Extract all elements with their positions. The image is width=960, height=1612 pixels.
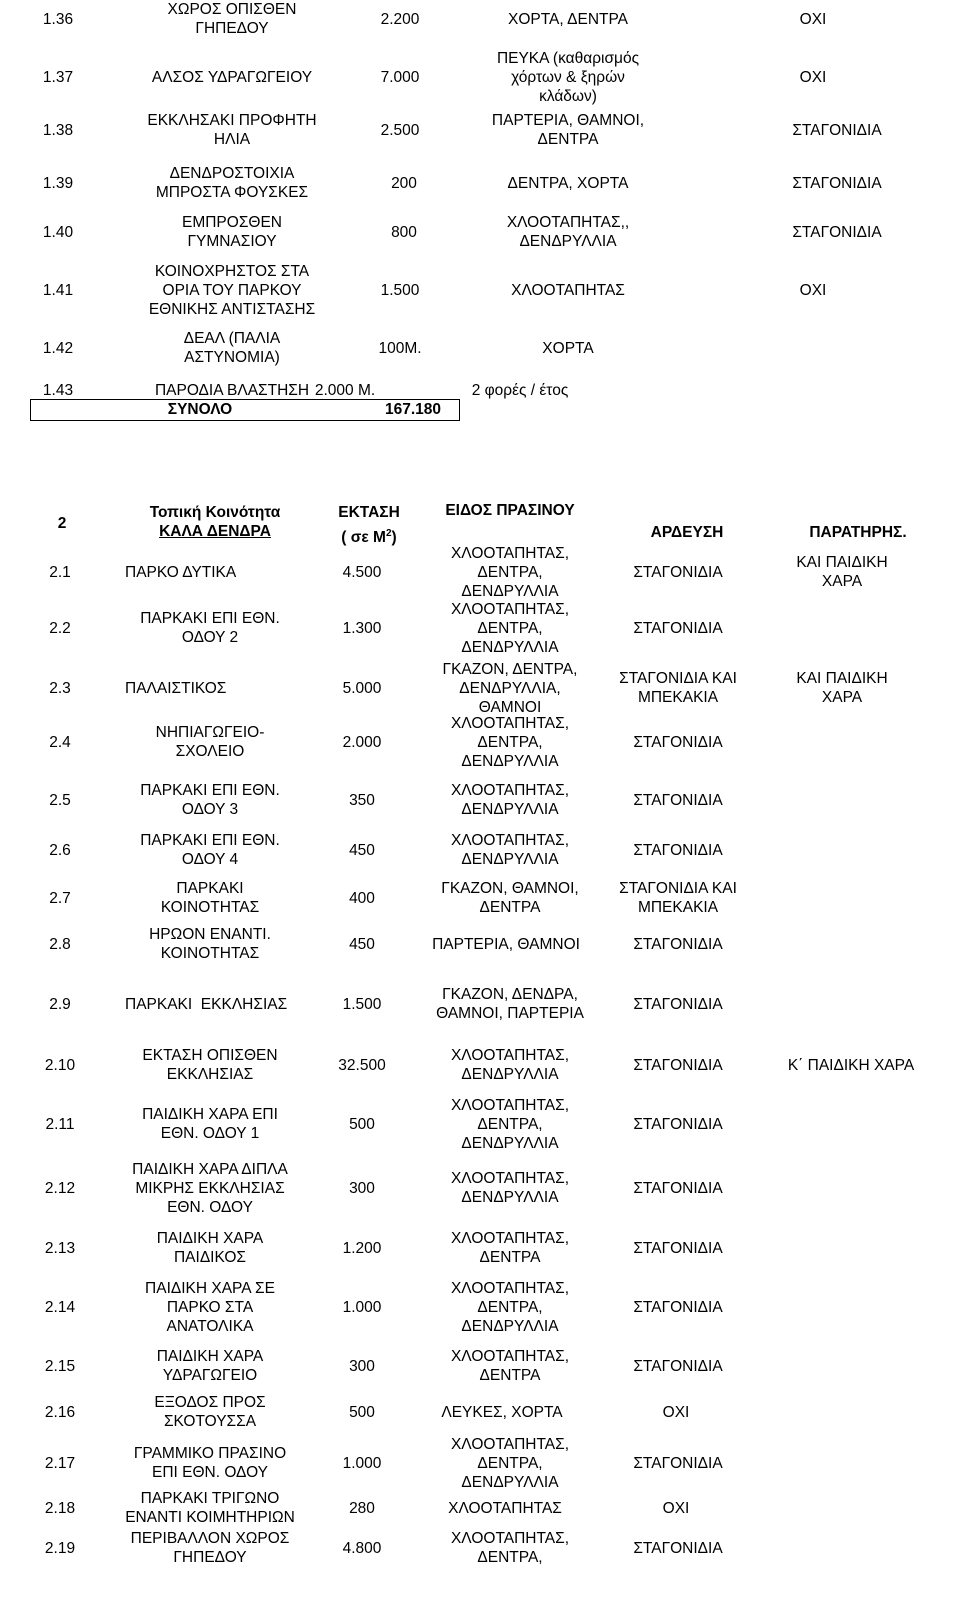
place-name: ΧΩΡΟΣ ΟΠΙΣΘΕΝ ΓΗΠΕΔΟΥ bbox=[167, 1, 297, 37]
row-id: 2.17 bbox=[44, 1454, 76, 1472]
header-green-type: ΕΙΔΟΣ ΠΡΑΣΙΝΟΥ bbox=[445, 501, 575, 519]
green-type: ΧΛΟΟΤΑΠΗΤΑΣ, ΔΕΝΤΡΑ, bbox=[450, 1530, 570, 1566]
area-value: 800 bbox=[391, 223, 417, 241]
area-value: 2.200 bbox=[380, 10, 420, 28]
row-id: 2.12 bbox=[44, 1179, 76, 1197]
place-name: ΠΑΡΚΑΚΙ ΚΟΙΝΟΤΗΤΑΣ bbox=[160, 880, 260, 916]
header-area-units bbox=[341, 524, 396, 547]
row-id: 2.14 bbox=[44, 1298, 76, 1316]
green-type: ΓΚΑΖΟΝ, ΔΕΝΤΡΑ, ΔΕΝΔΡΥΛΛΙΑ, ΘΑΜΝΟΙ bbox=[442, 660, 578, 716]
total-rule-top bbox=[30, 399, 460, 400]
green-type: 2 φορές / έτος bbox=[471, 381, 569, 399]
watering-value: ΣΤΑΓΟΝΙΔΙΑ bbox=[633, 1298, 723, 1316]
green-type: ΧΛΟΟΤΑΠΗΤΑΣ, ΔΕΝΤΡΑ bbox=[450, 1230, 570, 1266]
row-id: 2.8 bbox=[49, 935, 71, 953]
watering-value: ΣΤΑΓΟΝΙΔΙΑ bbox=[792, 121, 882, 139]
watering-value: ΣΤΑΓΟΝΙΔΙΑ ΚΑΙ ΜΠΕΚΑΚΙΑ bbox=[619, 670, 737, 706]
watering-value: ΟΧΙ bbox=[799, 10, 827, 28]
area-value: 1.300 bbox=[342, 619, 382, 637]
place-name: ΠΕΡΙΒΑΛΛΟΝ ΧΩΡΟΣ ΓΗΠΕΔΟΥ bbox=[130, 1530, 290, 1566]
area-value: 300 bbox=[349, 1357, 375, 1375]
green-type: ΧΟΡΤΑ, ΔΕΝΤΡΑ bbox=[507, 10, 629, 28]
row-id: 2.9 bbox=[49, 995, 71, 1013]
row-id: 2.18 bbox=[44, 1499, 76, 1517]
place-name: ΠΑΛΑΙΣΤΙΚΟΣ bbox=[125, 679, 227, 697]
place-name: ΠΑΡΚΟ ΔΥΤΙΚΑ bbox=[125, 563, 237, 581]
row-id: 1.38 bbox=[42, 121, 74, 139]
total-rule-right bbox=[459, 399, 460, 420]
area-value: 450 bbox=[349, 841, 375, 859]
area-value: 200 bbox=[391, 174, 417, 192]
place-name: ΠΑΙΔΙΚΗ ΧΑΡΑ ΥΔΡΑΓΩΓΕΙΟ bbox=[156, 1348, 264, 1384]
watering-value: ΣΤΑΓΟΝΙΔΙΑ bbox=[633, 1056, 723, 1074]
row-id: 2.1 bbox=[49, 563, 71, 581]
row-id: 1.42 bbox=[42, 339, 74, 357]
place-name: ΓΡΑΜΜΙΚΟ ΠΡΑΣΙΝΟ ΕΠΙ ΕΘΝ. ΟΔΟΥ bbox=[133, 1445, 287, 1481]
green-type: ΧΛΟΟΤΑΠΗΤΑΣ,, ΔΕΝΔΡΥΛΛΙΑ bbox=[506, 214, 630, 250]
green-type: ΧΛΟΟΤΑΠΗΤΑΣ, ΔΕΝΤΡΑ, ΔΕΝΔΡΥΛΛΙΑ bbox=[450, 544, 570, 600]
area-value: 280 bbox=[349, 1499, 375, 1517]
place-name: ΠΑΡΚΑΚΙ ΕΠΙ ΕΘΝ. ΟΔΟΥ 2 bbox=[140, 610, 280, 646]
header-notes: ΠΑΡΑΤΗΡΗΣ. bbox=[809, 523, 907, 541]
header-watering: ΑΡΔΕΥΣΗ bbox=[650, 523, 724, 541]
place-name: ΝΗΠΙΑΓΩΓΕΙΟ- ΣΧΟΛΕΙΟ bbox=[155, 724, 265, 760]
place-name: ΕΚΤΑΣΗ ΟΠΙΣΘΕΝ ΕΚΚΛΗΣΙΑΣ bbox=[142, 1047, 278, 1083]
area-value: 400 bbox=[349, 889, 375, 907]
header-area-superscript: 2 bbox=[385, 527, 392, 539]
row-id: 1.40 bbox=[42, 223, 74, 241]
place-name: ΠΑΙΔΙΚΗ ΧΑΡΑ ΕΠΙ ΕΘΝ. ΟΔΟΥ 1 bbox=[142, 1106, 278, 1142]
total-rule-left bbox=[30, 399, 31, 420]
green-type: ΓΚΑΖΟΝ, ΘΑΜΝΟΙ, ΔΕΝΤΡΑ bbox=[441, 880, 579, 916]
place-name: ΠΑΙΔΙΚΗ ΧΑΡΑ ΣΕ ΠΑΡΚΟ ΣΤΑ ΑΝΑΤΟΛΙΚΑ bbox=[145, 1279, 275, 1335]
place-name: ΔΕΝΔΡΟΣΤΟΙΧΙΑ ΜΠΡΟΣΤΑ ΦΟΥΣΚΕΣ bbox=[155, 165, 309, 201]
place-name: ΑΛΣΟΣ ΥΔΡΑΓΩΓΕΙΟΥ bbox=[151, 68, 313, 86]
green-type: ΧΟΡΤΑ bbox=[542, 339, 594, 357]
area-value: 1.200 bbox=[342, 1239, 382, 1257]
watering-value: ΣΤΑΓΟΝΙΔΙΑ bbox=[633, 841, 723, 859]
green-type: ΧΛΟΟΤΑΠΗΤΑΣ, ΔΕΝΤΡΑ, ΔΕΝΔΡΥΛΛΙΑ bbox=[450, 1279, 570, 1335]
watering-value: ΟΧΙ bbox=[662, 1499, 690, 1517]
green-type: ΧΛΟΟΤΑΠΗΤΑΣ bbox=[511, 281, 625, 299]
watering-value: ΟΧΙ bbox=[799, 68, 827, 86]
green-type: ΠΑΡΤΕΡΙΑ, ΘΑΜΝΟΙ, ΔΕΝΤΡΑ bbox=[491, 112, 645, 148]
place-name: ΠΑΙΔΙΚΗ ΧΑΡΑ ΔΙΠΛΑ ΜΙΚΡΗΣ ΕΚΚΛΗΣΙΑΣ ΕΘΝ. ΟΔΟΥ bbox=[132, 1160, 288, 1216]
green-type: ΧΛΟΟΤΑΠΗΤΑΣ, ΔΕΝΤΡΑ, ΔΕΝΔΡΥΛΛΙΑ bbox=[450, 600, 570, 656]
place-name: ΠΑΙΔΙΚΗ ΧΑΡΑ ΠΑΙΔΙΚΟΣ bbox=[156, 1230, 264, 1266]
place-name: ΕΞΟΔΟΣ ΠΡΟΣ ΣΚΟΤΟΥΣΣΑ bbox=[154, 1394, 266, 1430]
area-value: 500 bbox=[349, 1403, 375, 1421]
green-type: ΧΛΟΟΤΑΠΗΤΑΣ, ΔΕΝΤΡΑ bbox=[450, 1348, 570, 1384]
area-value: 32.500 bbox=[338, 1056, 386, 1074]
header-area-close: ) bbox=[391, 528, 397, 546]
green-type: ΧΛΟΟΤΑΠΗΤΑΣ, ΔΕΝΤΡΑ, ΔΕΝΔΡΥΛΛΙΑ bbox=[450, 1435, 570, 1491]
place-name: ΠΑΡΚΑΚΙ ΕΠΙ ΕΘΝ. ΟΔΟΥ 4 bbox=[140, 832, 280, 868]
row-id: 2.5 bbox=[49, 791, 71, 809]
green-type: ΧΛΟΟΤΑΠΗΤΑΣ, ΔΕΝΤΡΑ, ΔΕΝΔΡΥΛΛΙΑ bbox=[450, 714, 570, 770]
header-community: Τοπική Κοινότητα bbox=[149, 503, 281, 521]
watering-value: ΟΧΙ bbox=[662, 1403, 690, 1421]
row-id: 2.10 bbox=[44, 1056, 76, 1074]
row-id: 1.41 bbox=[42, 281, 74, 299]
watering-value: ΣΤΑΓΟΝΙΔΙΑ bbox=[633, 935, 723, 953]
area-value: 350 bbox=[349, 791, 375, 809]
green-type: ΧΛΟΟΤΑΠΗΤΑΣ, ΔΕΝΔΡΥΛΛΙΑ bbox=[450, 1170, 570, 1206]
watering-value: ΣΤΑΓΟΝΙΔΙΑ bbox=[792, 223, 882, 241]
place-name: ΠΑΡΟΔΙΑ ΒΛΑΣΤΗΣΗ bbox=[154, 381, 310, 399]
watering-value: ΣΤΑΓΟΝΙΔΙΑ ΚΑΙ ΜΠΕΚΑΚΙΑ bbox=[619, 880, 737, 916]
watering-value: ΣΤΑΓΟΝΙΔΙΑ bbox=[633, 1454, 723, 1472]
row-id: 1.39 bbox=[42, 174, 74, 192]
notes-value: ΚΑΙ ΠΑΙΔΙΚΗ ΧΑΡΑ bbox=[796, 554, 888, 590]
place-name: ΕΚΚΛΗΣΑΚΙ ΠΡΟΦΗΤΗ ΗΛΙΑ bbox=[147, 112, 317, 148]
place-name: ΠΑΡΚΑΚΙ ΕΚΚΛΗΣΙΑΣ bbox=[125, 995, 288, 1013]
watering-value: ΣΤΑΓΟΝΙΔΙΑ bbox=[633, 1179, 723, 1197]
row-id: 1.43 bbox=[42, 381, 74, 399]
area-value: 4.500 bbox=[342, 563, 382, 581]
total-label: ΣΥΝΟΛΟ bbox=[167, 400, 233, 418]
section-number: 2 bbox=[57, 514, 67, 532]
area-value: 2.000 bbox=[342, 733, 382, 751]
row-id: 2.2 bbox=[49, 619, 71, 637]
row-id: 2.13 bbox=[44, 1239, 76, 1257]
watering-value: ΣΤΑΓΟΝΙΔΙΑ bbox=[633, 791, 723, 809]
notes-value: Κ΄ ΠΑΙΔΙΚΗ ΧΑΡΑ bbox=[787, 1056, 915, 1074]
row-id: 2.19 bbox=[44, 1539, 76, 1557]
area-value: 2.500 bbox=[380, 121, 420, 139]
row-id: 1.37 bbox=[42, 68, 74, 86]
watering-value: ΣΤΑΓΟΝΙΔΙΑ bbox=[792, 174, 882, 192]
watering-value: ΣΤΑΓΟΝΙΔΙΑ bbox=[633, 1357, 723, 1375]
place-name: ΚΟΙΝΟΧΡΗΣΤΟΣ ΣΤΑ ΟΡΙΑ ΤΟΥ ΠΑΡΚΟΥ ΕΘΝΙΚΗΣ ΑΝΤΙΣΤΑΣΗΣ bbox=[148, 262, 316, 318]
row-id: 2.16 bbox=[44, 1403, 76, 1421]
green-type: ΛΕΥΚΕΣ, ΧΟΡΤΑ bbox=[441, 1403, 563, 1421]
row-id: 2.11 bbox=[45, 1115, 75, 1133]
area-value: 100Μ. bbox=[378, 339, 422, 357]
area-value: 2.000 Μ. bbox=[314, 381, 376, 399]
green-type: ΔΕΝΤΡΑ, ΧΟΡΤΑ bbox=[507, 174, 629, 192]
green-type: ΧΛΟΟΤΑΠΗΤΑΣ, ΔΕΝΔΡΥΛΛΙΑ bbox=[450, 782, 570, 818]
area-value: 1.000 bbox=[342, 1454, 382, 1472]
row-id: 2.15 bbox=[44, 1357, 76, 1375]
watering-value: ΣΤΑΓΟΝΙΔΙΑ bbox=[633, 619, 723, 637]
area-value: 1.500 bbox=[380, 281, 420, 299]
area-value: 7.000 bbox=[380, 68, 420, 86]
green-type: ΠΕΥΚΑ (καθαρισμός χόρτων & ξηρών κλάδων) bbox=[496, 49, 640, 105]
green-type: ΧΛΟΟΤΑΠΗΤΑΣ bbox=[448, 1499, 562, 1517]
watering-value: ΣΤΑΓΟΝΙΔΙΑ bbox=[633, 733, 723, 751]
header-area: ΕΚΤΑΣΗ bbox=[338, 503, 400, 521]
green-type: ΧΛΟΟΤΑΠΗΤΑΣ, ΔΕΝΔΡΥΛΛΙΑ bbox=[450, 832, 570, 868]
area-value: 1.000 bbox=[342, 1298, 382, 1316]
place-name: ΠΑΡΚΑΚΙ ΤΡΙΓΩΝΟ ΕΝΑΝΤΙ ΚΟΙΜΗΤΗΡΙΩΝ bbox=[125, 1490, 295, 1526]
header-area-units-text: ( σε Μ bbox=[341, 528, 386, 546]
green-type: ΧΛΟΟΤΑΠΗΤΑΣ, ΔΕΝΔΡΥΛΛΙΑ bbox=[450, 1047, 570, 1083]
watering-value: ΟΧΙ bbox=[799, 281, 827, 299]
place-name: ΗΡΩΟΝ ΕΝΑΝΤΙ. ΚΟΙΝΟΤΗΤΑΣ bbox=[149, 926, 271, 962]
watering-value: ΣΤΑΓΟΝΙΔΙΑ bbox=[633, 1115, 723, 1133]
header-community-name: ΚΑΛΑ ΔΕΝΔΡΑ bbox=[159, 522, 271, 540]
place-name: ΕΜΠΡΟΣΘΕΝ ΓΥΜΝΑΣΙΟΥ bbox=[181, 214, 283, 250]
row-id: 1.36 bbox=[42, 10, 74, 28]
area-value: 1.500 bbox=[342, 995, 382, 1013]
row-id: 2.7 bbox=[49, 889, 71, 907]
watering-value: ΣΤΑΓΟΝΙΔΙΑ bbox=[633, 1239, 723, 1257]
watering-value: ΣΤΑΓΟΝΙΔΙΑ bbox=[633, 563, 723, 581]
area-value: 4.800 bbox=[342, 1539, 382, 1557]
green-type: ΓΚΑΖΟΝ, ΔΕΝΔΡΑ, ΘΑΜΝΟΙ, ΠΑΡΤΕΡΙΑ bbox=[436, 986, 584, 1022]
watering-value: ΣΤΑΓΟΝΙΔΙΑ bbox=[633, 995, 723, 1013]
area-value: 500 bbox=[349, 1115, 375, 1133]
total-rule-bottom bbox=[30, 420, 460, 421]
area-value: 300 bbox=[349, 1179, 375, 1197]
watering-value: ΣΤΑΓΟΝΙΔΙΑ bbox=[633, 1539, 723, 1557]
row-id: 2.4 bbox=[49, 733, 71, 751]
green-type: ΠΑΡΤΕΡΙΑ, ΘΑΜΝΟΙ bbox=[432, 935, 580, 953]
place-name: ΠΑΡΚΑΚΙ ΕΠΙ ΕΘΝ. ΟΔΟΥ 3 bbox=[140, 782, 280, 818]
area-value: 5.000 bbox=[342, 679, 382, 697]
row-id: 2.3 bbox=[49, 679, 71, 697]
place-name: ΔΕΑΛ (ΠΑΛΙΑ ΑΣΤΥΝΟΜΙΑ) bbox=[183, 330, 281, 366]
green-type: ΧΛΟΟΤΑΠΗΤΑΣ, ΔΕΝΤΡΑ, ΔΕΝΔΡΥΛΛΙΑ bbox=[450, 1096, 570, 1152]
area-value: 450 bbox=[349, 935, 375, 953]
notes-value: ΚΑΙ ΠΑΙΔΙΚΗ ΧΑΡΑ bbox=[796, 670, 888, 706]
total-value: 167.180 bbox=[384, 400, 442, 418]
row-id: 2.6 bbox=[49, 841, 71, 859]
